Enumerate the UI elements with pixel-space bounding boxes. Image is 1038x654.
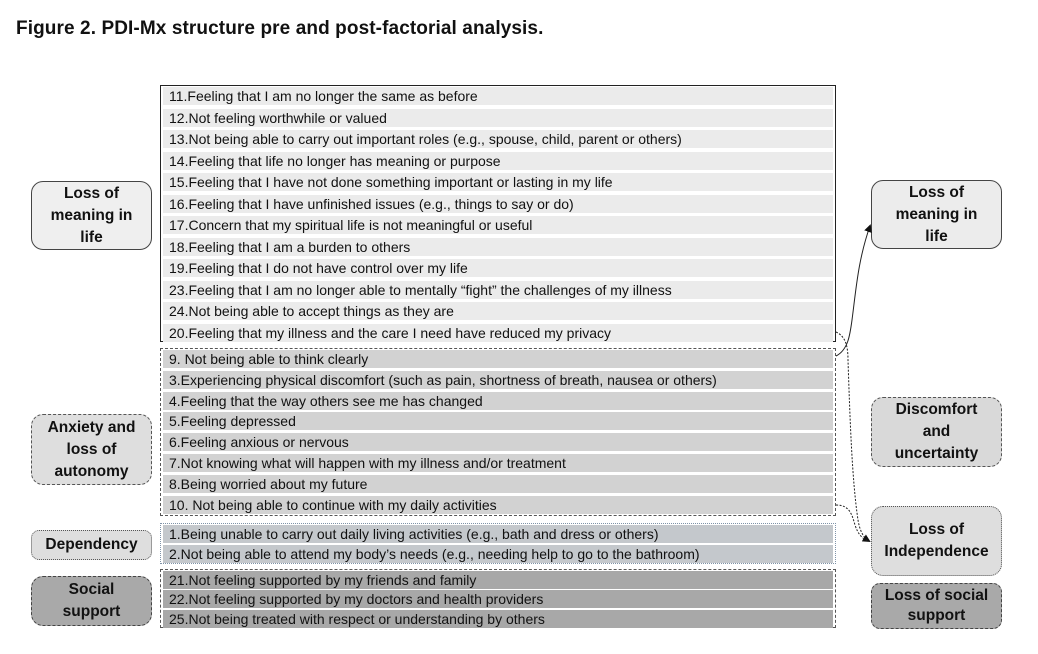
right-factor-social-label: Loss of social support (884, 587, 989, 624)
item-row: 2.Not being able to attend my body’s needs (e.g., needing help to go to the bathroom) (163, 545, 833, 563)
item-row: 16.Feeling that I have unfinished issues (e.g., things to say or do) (163, 195, 833, 213)
item-row: 9. Not being able to think clearly (163, 350, 833, 368)
item-row: 12.Not feeling worthwhile or valued (163, 109, 833, 127)
item-row: 23.Feeling that I am no longer able to mentally “fight” the challenges of my illness (163, 281, 833, 299)
arrow-item10-to-independence (836, 505, 869, 541)
item-row: 25.Not being treated with respect or understanding by others (163, 610, 833, 628)
item-row: 6.Feeling anxious or nervous (163, 433, 833, 451)
item-row: 5.Feeling depressed (163, 412, 833, 430)
item-row: 1.Being unable to carry out daily living activities (e.g., bath and dress or others) (163, 525, 833, 543)
item-row: 3.Experiencing physical discomfort (such as pain, shortness of breath, nausea or others) (163, 371, 833, 389)
item-row: 11.Feeling that I am no longer the same as before (163, 87, 833, 105)
item-row: 4.Feeling that the way others see me has changed (163, 392, 833, 410)
figure-title: Figure 2. PDI-Mx structure pre and post-factorial analysis. (16, 18, 544, 39)
item-row: 13.Not being able to carry out important roles (e.g., spouse, child, parent or others) (163, 130, 833, 148)
item-row: 18.Feeling that I am a burden to others (163, 238, 833, 256)
item-row: 7.Not knowing what will happen with my illness and/or treatment (163, 454, 833, 472)
right-factor-independence-label: Loss of Independence (884, 521, 989, 560)
left-factor-social-label: Social support (62, 581, 121, 620)
item-row: 21.Not feeling supported by my friends and family (163, 571, 833, 589)
left-factor-anxiety-label: Anxiety and loss of autonomy (47, 418, 136, 480)
right-factor-meaning-label: Loss of meaning in life (895, 183, 978, 245)
item-row: 15.Feeling that I have not done something important or lasting in my life (163, 173, 833, 191)
arrow-item9-to-meaning (836, 226, 870, 356)
item-row: 17.Concern that my spiritual life is not meaningful or useful (163, 216, 833, 234)
item-row: 14.Feeling that life no longer has meaning or purpose (163, 152, 833, 170)
item-row: 20.Feeling that my illness and the care I need have reduced my privacy (163, 324, 833, 342)
item-row: 19.Feeling that I do not have control over my life (163, 259, 833, 277)
right-factor-discomfort-label: Discomfort and uncertainty (894, 401, 979, 462)
left-factor-dependency-label: Dependency (45, 536, 138, 553)
item-row: 10. Not being able to continue with my daily activities (163, 496, 833, 514)
left-factor-meaning-label: Loss of meaning in life (50, 184, 133, 246)
item-row: 24.Not being able to accept things as they are (163, 302, 833, 320)
arrow-item20-to-independence (836, 332, 869, 541)
item-row: 8.Being worried about my future (163, 475, 833, 493)
item-row: 22.Not feeling supported by my doctors and health providers (163, 590, 833, 608)
